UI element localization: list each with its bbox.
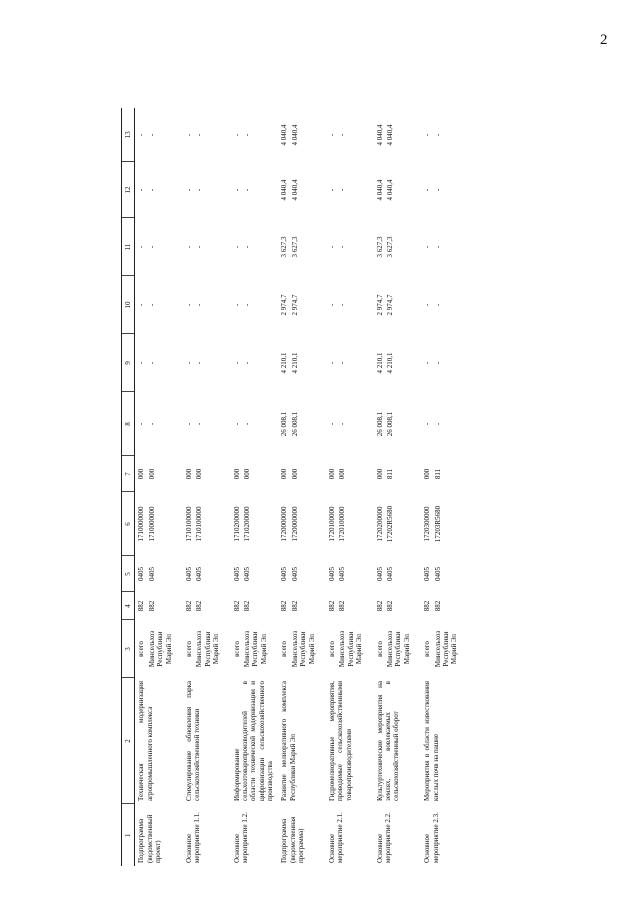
cell-rz: 0405 bbox=[433, 567, 442, 581]
item-type-cell: Подпрограмма (ведомственная программа) bbox=[280, 816, 306, 863]
cell-v9: - bbox=[195, 361, 204, 365]
cell-vr: 811 bbox=[433, 468, 442, 480]
cell-v10: - bbox=[195, 303, 204, 307]
cell-v8: - bbox=[147, 422, 156, 426]
column-header-6: 6 bbox=[122, 492, 135, 556]
cell-v9: - bbox=[137, 361, 146, 365]
column-header-2: 2 bbox=[122, 678, 135, 804]
cell-vr: 000 bbox=[232, 468, 241, 480]
cell-vr: 000 bbox=[327, 468, 336, 480]
cell-vr: 000 bbox=[280, 468, 289, 480]
cell-vr: 000 bbox=[375, 468, 384, 480]
cell-csr: 1710000000 bbox=[147, 506, 156, 542]
cell-v13: 4 040,4 bbox=[280, 124, 289, 146]
cell-v8: - bbox=[423, 422, 432, 426]
item-type-cell: Подпрограмма (ведомственный проект) bbox=[137, 814, 163, 863]
cell-grbs: 882 bbox=[185, 600, 194, 612]
cell-grbs: 882 bbox=[195, 600, 204, 612]
cell-v10: - bbox=[232, 303, 241, 307]
cell-grbs: 882 bbox=[137, 600, 146, 612]
cell-v12: - bbox=[433, 188, 442, 192]
table-row bbox=[374, 108, 385, 866]
cell-vr: 000 bbox=[195, 468, 204, 480]
cell-who: всего bbox=[185, 641, 194, 657]
cell-v12: - bbox=[327, 188, 336, 192]
column-header-7: 7 bbox=[122, 456, 135, 492]
item-name-cell: Техническая модернизация агропромышленного комплекса bbox=[137, 681, 154, 801]
cell-csr: 1710000000 bbox=[137, 506, 146, 542]
cell-vr: 000 bbox=[290, 468, 299, 480]
cell-v10: 2 974,7 bbox=[385, 294, 394, 316]
column-header-9: 9 bbox=[122, 334, 135, 392]
cell-rz: 0405 bbox=[137, 567, 146, 581]
table-row bbox=[421, 108, 432, 866]
cell-v13: - bbox=[137, 133, 146, 137]
budget-table bbox=[121, 108, 469, 866]
cell-v8: 26 008,1 bbox=[375, 411, 384, 437]
cell-rz: 0405 bbox=[375, 567, 384, 581]
cell-v10: 2 974,7 bbox=[375, 294, 384, 316]
cell-csr: 1720100000 bbox=[327, 506, 336, 542]
cell-who: Минсельхоз Республики Марий Эл bbox=[290, 630, 316, 668]
cell-v11: 3 627,3 bbox=[280, 236, 289, 258]
cell-who: Минсельхоз Республики Марий Эл bbox=[385, 630, 411, 668]
cell-v10: - bbox=[423, 303, 432, 307]
cell-v13: - bbox=[185, 133, 194, 137]
cell-v12: - bbox=[423, 188, 432, 192]
cell-grbs: 882 bbox=[280, 600, 289, 612]
item-type-cell: Основное мероприятие 1.2. bbox=[232, 812, 250, 863]
cell-grbs: 882 bbox=[147, 600, 156, 612]
cell-v8: - bbox=[338, 422, 347, 426]
cell-rz: 0405 bbox=[290, 567, 299, 581]
column-header-3: 3 bbox=[122, 620, 135, 678]
cell-v13: - bbox=[232, 133, 241, 137]
cell-v11: 3 627,3 bbox=[385, 236, 394, 258]
cell-v9: 4 210,1 bbox=[375, 352, 384, 374]
cell-v8: - bbox=[137, 422, 146, 426]
cell-v13: 4 040,4 bbox=[375, 124, 384, 146]
cell-v13: - bbox=[433, 133, 442, 137]
cell-vr: 000 bbox=[185, 468, 194, 480]
cell-csr: 1720000000 bbox=[280, 506, 289, 542]
cell-v8: - bbox=[185, 422, 194, 426]
cell-v10: - bbox=[327, 303, 336, 307]
cell-csr: 1710100000 bbox=[195, 506, 204, 542]
cell-rz: 0405 bbox=[338, 567, 347, 581]
cell-v11: - bbox=[243, 245, 252, 249]
item-name-cell: Мероприятия в области известкования кислых почв на пашне bbox=[423, 681, 440, 801]
cell-v10: - bbox=[338, 303, 347, 307]
cell-v9: - bbox=[243, 361, 252, 365]
cell-who: всего bbox=[232, 641, 241, 657]
cell-v12: - bbox=[137, 188, 146, 192]
cell-rz: 0405 bbox=[243, 567, 252, 581]
cell-v13: - bbox=[338, 133, 347, 137]
item-name-cell: Информирование сельхозтоваропроизводителей в области технической модернизации и цифровизации сельскохозяйственного производства bbox=[232, 681, 275, 801]
cell-v8: - bbox=[433, 422, 442, 426]
cell-v13: - bbox=[243, 133, 252, 137]
cell-v9: - bbox=[423, 361, 432, 365]
cell-v8: - bbox=[327, 422, 336, 426]
cell-v10: - bbox=[147, 303, 156, 307]
cell-v8: - bbox=[195, 422, 204, 426]
cell-grbs: 882 bbox=[423, 600, 432, 612]
cell-csr: 1710100000 bbox=[185, 506, 194, 542]
table-row bbox=[135, 108, 147, 866]
cell-v10: - bbox=[243, 303, 252, 307]
cell-v11: - bbox=[147, 245, 156, 249]
cell-v10: - bbox=[433, 303, 442, 307]
cell-vr: 000 bbox=[137, 468, 146, 480]
cell-v12: 4 040,4 bbox=[290, 179, 299, 201]
cell-csr: 1720200000 bbox=[375, 506, 384, 542]
cell-v12: - bbox=[243, 188, 252, 192]
cell-rz: 0405 bbox=[327, 567, 336, 581]
cell-v11: - bbox=[232, 245, 241, 249]
cell-csr: 1710200000 bbox=[243, 506, 252, 542]
cell-who: всего bbox=[423, 641, 432, 657]
cell-v12: - bbox=[195, 188, 204, 192]
column-header-12: 12 bbox=[122, 162, 135, 218]
cell-csr: 1720000000 bbox=[290, 506, 299, 542]
cell-csr: 17202R5680 bbox=[385, 505, 394, 543]
cell-csr: 1710200000 bbox=[232, 506, 241, 542]
cell-rz: 0405 bbox=[280, 567, 289, 581]
item-name-cell: Гидромелиоративные мероприятия, проводимые сельскохозяйственными товаропроизводителями bbox=[327, 681, 353, 801]
cell-v8: 26 008,1 bbox=[280, 411, 289, 437]
cell-csr: 1720100000 bbox=[338, 506, 347, 542]
cell-v9: - bbox=[232, 361, 241, 365]
cell-v11: - bbox=[195, 245, 204, 249]
column-header-1: 1 bbox=[122, 804, 135, 866]
cell-v13: - bbox=[147, 133, 156, 137]
cell-rz: 0405 bbox=[385, 567, 394, 581]
table-row bbox=[326, 108, 337, 866]
cell-v12: - bbox=[185, 188, 194, 192]
cell-v13: - bbox=[327, 133, 336, 137]
cell-vr: 000 bbox=[147, 468, 156, 480]
cell-v12: - bbox=[338, 188, 347, 192]
cell-rz: 0405 bbox=[423, 567, 432, 581]
column-header-5: 5 bbox=[122, 556, 135, 592]
cell-v12: 4 040,4 bbox=[280, 179, 289, 201]
cell-v12: 4 040,4 bbox=[375, 179, 384, 201]
item-name-cell: Культуртехнические мероприятия на землях, вовлекаемых в сельскохозяйственный оборот bbox=[375, 681, 401, 801]
cell-v12: 4 040,4 bbox=[385, 179, 394, 201]
cell-v13: 4 040,4 bbox=[290, 124, 299, 146]
cell-grbs: 882 bbox=[290, 600, 299, 612]
cell-v10: 2 974,7 bbox=[280, 294, 289, 316]
cell-v12: - bbox=[232, 188, 241, 192]
cell-rz: 0405 bbox=[232, 567, 241, 581]
cell-v11: 3 627,3 bbox=[375, 236, 384, 258]
header-row bbox=[122, 108, 135, 866]
cell-v9: 4 210,1 bbox=[290, 352, 299, 374]
cell-v11: - bbox=[338, 245, 347, 249]
cell-who: всего bbox=[327, 641, 336, 657]
cell-v8: 26 008,1 bbox=[385, 411, 394, 437]
cell-v8: - bbox=[243, 422, 252, 426]
cell-v12: - bbox=[147, 188, 156, 192]
item-type-cell: Основное мероприятие 2.2. bbox=[375, 812, 392, 863]
cell-v13: - bbox=[423, 133, 432, 137]
cell-v11: 3 627,3 bbox=[290, 236, 299, 258]
cell-rz: 0405 bbox=[147, 567, 156, 581]
cell-v10: - bbox=[185, 303, 194, 307]
cell-grbs: 882 bbox=[385, 600, 394, 612]
item-type-cell: Основное мероприятие 2.3. bbox=[423, 812, 440, 863]
cell-vr: 000 bbox=[338, 468, 347, 480]
cell-who: всего bbox=[375, 641, 384, 657]
column-header-11: 11 bbox=[122, 218, 135, 276]
item-name-cell: Развитие мелиоративного комплекса Республики Марий Эл bbox=[280, 681, 297, 801]
cell-grbs: 882 bbox=[232, 600, 241, 612]
cell-csr: 17203R5680 bbox=[433, 505, 442, 543]
cell-v9: 4 210,1 bbox=[280, 352, 289, 374]
cell-v10: - bbox=[137, 303, 146, 307]
cell-v10: 2 974,7 bbox=[290, 294, 299, 316]
cell-v11: - bbox=[423, 245, 432, 249]
cell-v9: - bbox=[185, 361, 194, 365]
item-name-cell: Стимулирование обновления парка сельскохозяйственной техники bbox=[185, 681, 202, 801]
cell-csr: 1720300000 bbox=[423, 506, 432, 542]
cell-vr: 000 bbox=[423, 468, 432, 480]
cell-v8: - bbox=[232, 422, 241, 426]
cell-v9: - bbox=[433, 361, 442, 365]
page-number: 2 bbox=[600, 32, 608, 48]
cell-grbs: 882 bbox=[338, 600, 347, 612]
table-row bbox=[278, 108, 289, 866]
cell-grbs: 882 bbox=[327, 600, 336, 612]
cell-v9: 4 210,1 bbox=[385, 352, 394, 374]
cell-vr: 000 bbox=[243, 468, 252, 480]
cell-grbs: 882 bbox=[243, 600, 252, 612]
cell-grbs: 882 bbox=[375, 600, 384, 612]
cell-who: Минсельхоз Республики Марий Эл bbox=[147, 630, 173, 668]
cell-v9: - bbox=[147, 361, 156, 365]
cell-v11: - bbox=[185, 245, 194, 249]
cell-vr: 811 bbox=[385, 468, 394, 480]
cell-rz: 0405 bbox=[195, 567, 204, 581]
item-type-cell: Основное мероприятие 1.1. bbox=[185, 812, 202, 863]
cell-who: всего bbox=[280, 641, 289, 657]
column-header-10: 10 bbox=[122, 276, 135, 334]
cell-rz: 0405 bbox=[185, 567, 194, 581]
cell-v9: - bbox=[338, 361, 347, 365]
table-body bbox=[135, 108, 469, 866]
cell-v11: - bbox=[137, 245, 146, 249]
cell-v9: - bbox=[327, 361, 336, 365]
column-header-8: 8 bbox=[122, 392, 135, 456]
cell-who: Минсельхоз Республики Марий Эл bbox=[433, 630, 459, 668]
table-row bbox=[231, 108, 242, 866]
cell-who: всего bbox=[137, 641, 146, 657]
cell-v11: - bbox=[327, 245, 336, 249]
column-header-13: 13 bbox=[122, 108, 135, 162]
cell-v13: 4 040,4 bbox=[385, 124, 394, 146]
item-type-cell: Основное мероприятие 2.1. bbox=[327, 812, 345, 863]
cell-who: Минсельхоз Республики Марий Эл bbox=[338, 630, 364, 668]
column-header-4: 4 bbox=[122, 592, 135, 620]
cell-v8: 26 008,1 bbox=[290, 411, 299, 437]
cell-v11: - bbox=[433, 245, 442, 249]
cell-grbs: 882 bbox=[433, 600, 442, 612]
cell-who: Минсельхоз Республики Марий Эл bbox=[243, 630, 268, 668]
cell-v13: - bbox=[195, 133, 204, 137]
table-row bbox=[183, 108, 194, 866]
cell-who: Минсельхоз Республики Марий Эл bbox=[195, 630, 221, 668]
rotated-table-container bbox=[121, 108, 615, 866]
